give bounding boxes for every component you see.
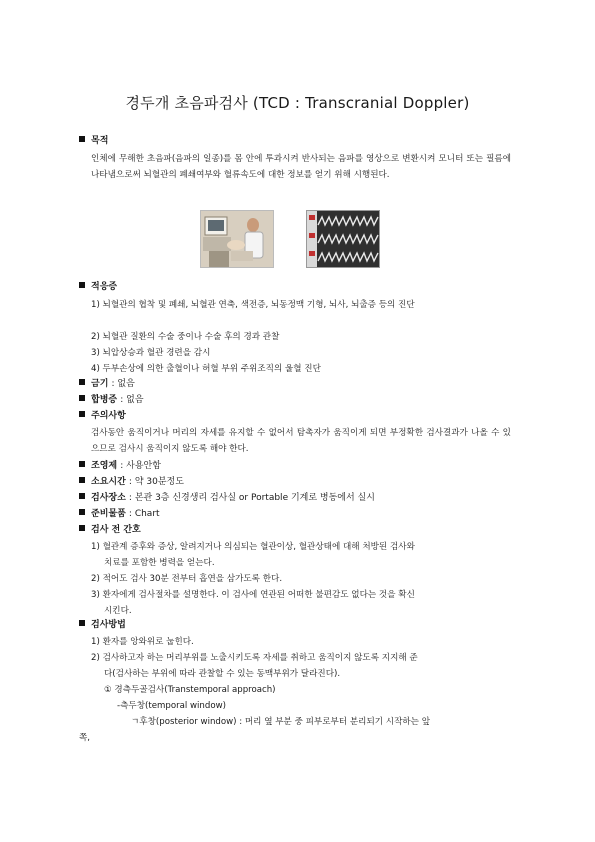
method-subitem-cont: 쪽, <box>79 733 91 743</box>
section-heading: 준비물품 <box>91 509 126 519</box>
section-indications <box>79 281 117 294</box>
section-value: : 없음 <box>120 395 144 405</box>
bullet-square-icon <box>79 477 85 483</box>
section-heading: 소요시간 <box>91 477 126 487</box>
item-text: 적어도 검사 30분 전부터 흡연을 삼가도록 한다. <box>102 574 283 584</box>
section-value: : 본관 3층 신경생리 검사실 or Portable 기계로 병동에서 실시 <box>128 493 375 503</box>
bullet-square-icon <box>79 509 85 515</box>
bullet-square-icon <box>79 136 85 142</box>
pre-care-item <box>91 571 282 587</box>
section-heading: 목적 <box>91 136 109 146</box>
bullet-square-icon <box>79 395 85 401</box>
section-heading: 검사장소 <box>91 493 126 503</box>
section-duration <box>79 476 184 489</box>
caution-text: 검사동안 움직이거나 머리의 자세를 유지할 수 없어서 탐촉자가 움직이게 되면 부정확한 검사결과가 나올 수 있으므로 검사시 움직이지 않도록 해야 한다. <box>91 428 511 454</box>
section-heading: 검사 전 간호 <box>91 525 141 535</box>
item-text: 검사하고자 하는 머리부위를 노출시키도록 자세를 취하고 움직이지 않도록 지지해 준 <box>102 653 418 663</box>
pre-care-item-cont: 시킨다. <box>104 606 132 616</box>
bullet-square-icon <box>79 461 85 467</box>
pre-care-item <box>91 587 415 603</box>
section-caution <box>79 410 126 423</box>
item-number: 2) <box>91 653 100 663</box>
indication-item: 1) 뇌혈관의 협착 및 폐쇄, 뇌혈관 연축, 색전증, 뇌동정맥 기형, 뇌사, 뇌출증 등의 진단 <box>91 300 415 310</box>
item-text: 혈관계 증후와 증상, 알려지거나 의심되는 혈관이상, 혈관상태에 대해 처방된 검사와 <box>102 542 415 552</box>
section-heading: 금기 <box>91 379 109 389</box>
method-subitem: -측두창(temporal window) <box>117 701 226 711</box>
item-number: 3) <box>91 590 100 600</box>
section-location <box>79 492 375 505</box>
section-purpose <box>79 135 108 148</box>
indication-item: 2) 뇌혈관 질환의 수술 중이나 수술 후의 경과 관찰 <box>91 332 280 342</box>
item-text: 환자를 앙와위로 눕힌다. <box>102 637 194 647</box>
method-item <box>91 650 418 666</box>
tcd-exam-photo <box>200 210 274 268</box>
section-heading: 적응증 <box>91 282 118 292</box>
method-item-cont: 다(검사하는 부위에 따라 관찰할 수 있는 동맥부위가 달라진다). <box>104 669 341 679</box>
section-value: : 없음 <box>111 379 135 389</box>
section-complication <box>79 394 144 407</box>
page-title: 경두개 초음파검사 (TCD : Transcranial Doppler) <box>125 94 470 112</box>
bullet-square-icon <box>79 379 85 385</box>
section-heading: 주의사항 <box>91 411 126 421</box>
doppler-waveform-image <box>306 210 380 268</box>
method-item <box>91 634 194 650</box>
section-method <box>79 619 126 632</box>
section-heading: 검사방법 <box>91 620 126 630</box>
item-number: 2) <box>91 574 100 584</box>
bullet-square-icon <box>79 493 85 499</box>
purpose-text: 인체에 무해한 초음파(음파의 일종)를 몸 안에 투과시켜 반사되는 음파를 영상으로 변환시켜 모니터 또는 필름에 나타냄으로써 뇌혈관의 폐쇄여부와 혈류속도에 대한 정보를 얻기 위해 시행된다. <box>91 154 511 180</box>
item-text: 환자에게 검사절차를 설명한다. 이 검사에 연관된 어떠한 불편감도 없다는 것을 확신 <box>102 590 415 600</box>
pre-care-item <box>91 539 415 555</box>
method-subheading: ① 경측두골검사(Transtemporal approach) <box>104 685 276 695</box>
section-contrast <box>79 460 161 473</box>
bullet-square-icon <box>79 282 85 288</box>
section-heading: 조영제 <box>91 461 118 471</box>
indication-item: 4) 두부손상에 의한 출혈이나 허혈 부위 주위조직의 울혈 진단 <box>91 364 321 374</box>
method-subitem: ㄱ후창(posterior window) : 머리 옆 부분 중 피부로부터 분리되기 시작하는 앞 <box>131 717 431 727</box>
pre-care-item-cont: 치료를 포함한 병력을 얻는다. <box>104 558 215 568</box>
section-pre-care <box>79 524 141 537</box>
section-contraindication <box>79 378 135 391</box>
section-supplies <box>79 508 160 521</box>
bullet-square-icon <box>79 411 85 417</box>
item-number: 1) <box>91 542 100 552</box>
bullet-square-icon <box>79 620 85 626</box>
section-heading: 합병증 <box>91 395 118 405</box>
indication-item: 3) 뇌압상승과 혈관 경련을 감시 <box>91 348 211 358</box>
section-value: : 약 30분정도 <box>128 477 184 487</box>
section-value: : 사용안함 <box>120 461 161 471</box>
bullet-square-icon <box>79 525 85 531</box>
item-number: 1) <box>91 637 100 647</box>
section-value: : Chart <box>128 509 160 519</box>
